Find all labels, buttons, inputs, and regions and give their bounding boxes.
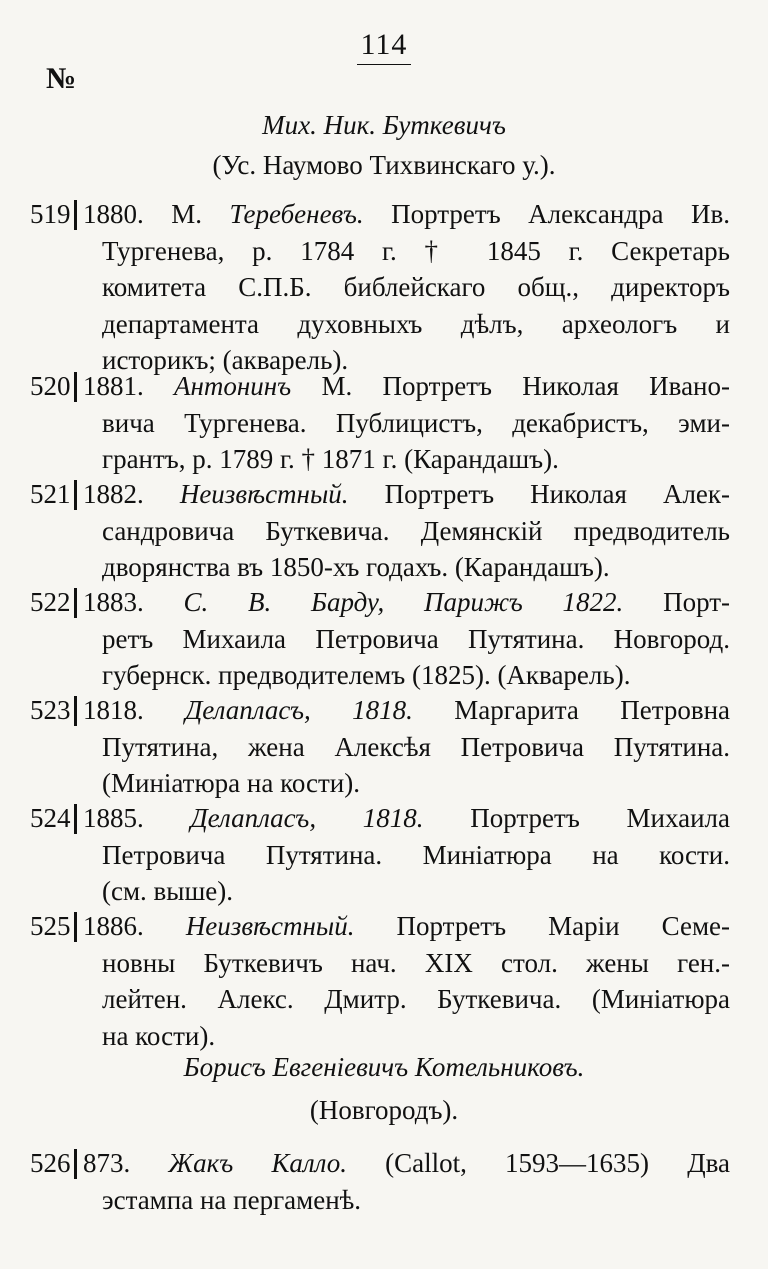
entry-text-segment: Портретъ Михаила: [423, 803, 730, 833]
entry-number: 526: [30, 1148, 71, 1178]
entry-separator: [74, 696, 77, 726]
entry-line: грантъ, р. 1789 г. † 1871 г. (Карандашъ).: [102, 444, 559, 474]
entry-text: [83, 584, 730, 621]
entry-line: Тургенева, р. 1784 г. † 1845 г. Секретарь: [102, 235, 730, 266]
entry-text-segment: Порт-: [623, 587, 730, 617]
artist-name: Жакъ Калло.: [168, 1148, 347, 1178]
entry-line: Петровича Путятина. Миніатюра на кости.: [102, 839, 730, 870]
entry-text-segment: 1883.: [83, 587, 184, 617]
entry-separator: [74, 804, 77, 834]
entry-line: (см. выше).: [102, 876, 233, 906]
entry-text-segment: 1881.: [83, 371, 174, 401]
entry-text-segment: 1886.: [83, 911, 186, 941]
entry-text: [83, 476, 730, 513]
owner-location: (Новгородъ).: [309, 1095, 459, 1125]
entry-line: губернск. предводителемъ (1825). (Акварель).: [102, 660, 631, 690]
artist-name: Делапласъ, 1818.: [190, 803, 424, 833]
entry-line: сандровича Буткевича. Демянскій предводитель: [102, 515, 730, 546]
artist-name: Неизвѣстный.: [185, 911, 355, 941]
entry-line: вича Тургенева. Публицистъ, декабристъ, эми-: [102, 407, 730, 438]
entry-text-segment: 1818.: [83, 695, 186, 725]
entry-separator: [74, 372, 77, 402]
catalog-entry: [30, 476, 730, 586]
artist-name: Неизвѣстный.: [179, 479, 349, 509]
entry-text: [83, 908, 730, 945]
owner-heading: Борисъ Евгеніевичъ Котельниковъ.: [183, 1052, 585, 1082]
entry-number: 523: [30, 695, 71, 725]
entry-text-segment: Портретъ Александра Ив.: [363, 199, 730, 229]
entry-separator: [74, 1149, 77, 1179]
entry-text-segment: (Callot, 1593—1635) Два: [347, 1148, 730, 1178]
entry-number: 524: [30, 803, 71, 833]
artist-name: Антонинъ: [174, 371, 292, 401]
entry-separator: [74, 200, 77, 230]
entry-text-segment: Портретъ Маріи Семе-: [354, 911, 731, 941]
entry-number: 519: [30, 199, 71, 229]
entry-separator: [74, 588, 77, 618]
entry-line: комитета С.П.Б. библейскаго общ., директоръ: [102, 272, 730, 302]
entry-text-segment: 1885.: [83, 803, 191, 833]
owner-heading: Мих. Ник. Буткевичъ: [262, 110, 506, 140]
catalog-entry: [30, 368, 730, 478]
entry-text-segment: 873.: [83, 1148, 169, 1178]
entry-text-segment: 1880. М.: [83, 199, 230, 229]
artist-name: С. В. Барду, Парижъ 1822.: [183, 587, 624, 617]
entry-line: лейтен. Алекс. Дмитр. Буткевича. (Миніатюра: [102, 984, 730, 1014]
entry-text-segment: 1882.: [83, 479, 180, 509]
artist-name: Делапласъ, 1818.: [185, 695, 413, 725]
entry-number: 525: [30, 911, 71, 941]
catalog-entry: [30, 196, 730, 379]
artist-name: Теребеневъ.: [229, 199, 364, 229]
entry-text: [83, 1145, 730, 1182]
entry-separator: [74, 480, 77, 510]
catalog-entry: [30, 1145, 730, 1218]
entry-line: новны Буткевичъ нач. XIX стол. жены ген.-: [102, 947, 730, 978]
catalog-entry: [30, 800, 730, 910]
entry-text-segment: Портретъ Николая Алек-: [348, 479, 731, 509]
entry-text-segment: М. Портретъ Николая Ивано-: [291, 371, 730, 401]
entry-line: Путятина, жена Алексѣя Петровича Путятина.: [102, 731, 730, 762]
entry-number: 520: [30, 371, 71, 401]
numero-sign: №: [46, 62, 77, 95]
entry-text-segment: Маргарита Петровна: [412, 695, 730, 725]
entry-line: на кости).: [102, 1020, 216, 1051]
entry-line: дворянства въ 1850-хъ годахъ. (Карандашъ).: [102, 552, 610, 582]
entry-line: эстампа на пергаменѣ.: [102, 1184, 362, 1215]
catalog-entry: [30, 692, 730, 802]
entry-separator: [74, 912, 77, 942]
entry-text: [83, 800, 730, 837]
catalog-entry: [30, 584, 730, 694]
entry-line: ретъ Михаила Петровича Путятина. Новгород.: [102, 623, 730, 654]
entry-text: [83, 368, 730, 405]
entry-line: историкъ; (акварель).: [102, 345, 349, 375]
entry-number: 521: [30, 479, 71, 509]
entry-text: [83, 196, 730, 233]
entry-text: [83, 692, 730, 729]
page-number: 114: [0, 28, 768, 65]
entry-line: (Миніатюра на кости).: [102, 768, 360, 798]
owner-location: (Ус. Наумово Тихвинскаго у.).: [212, 150, 556, 180]
entry-line: департамента духовныхъ дѣлъ, археологъ и: [102, 308, 730, 339]
catalog-entry: [30, 908, 730, 1054]
entry-number: 522: [30, 587, 71, 617]
